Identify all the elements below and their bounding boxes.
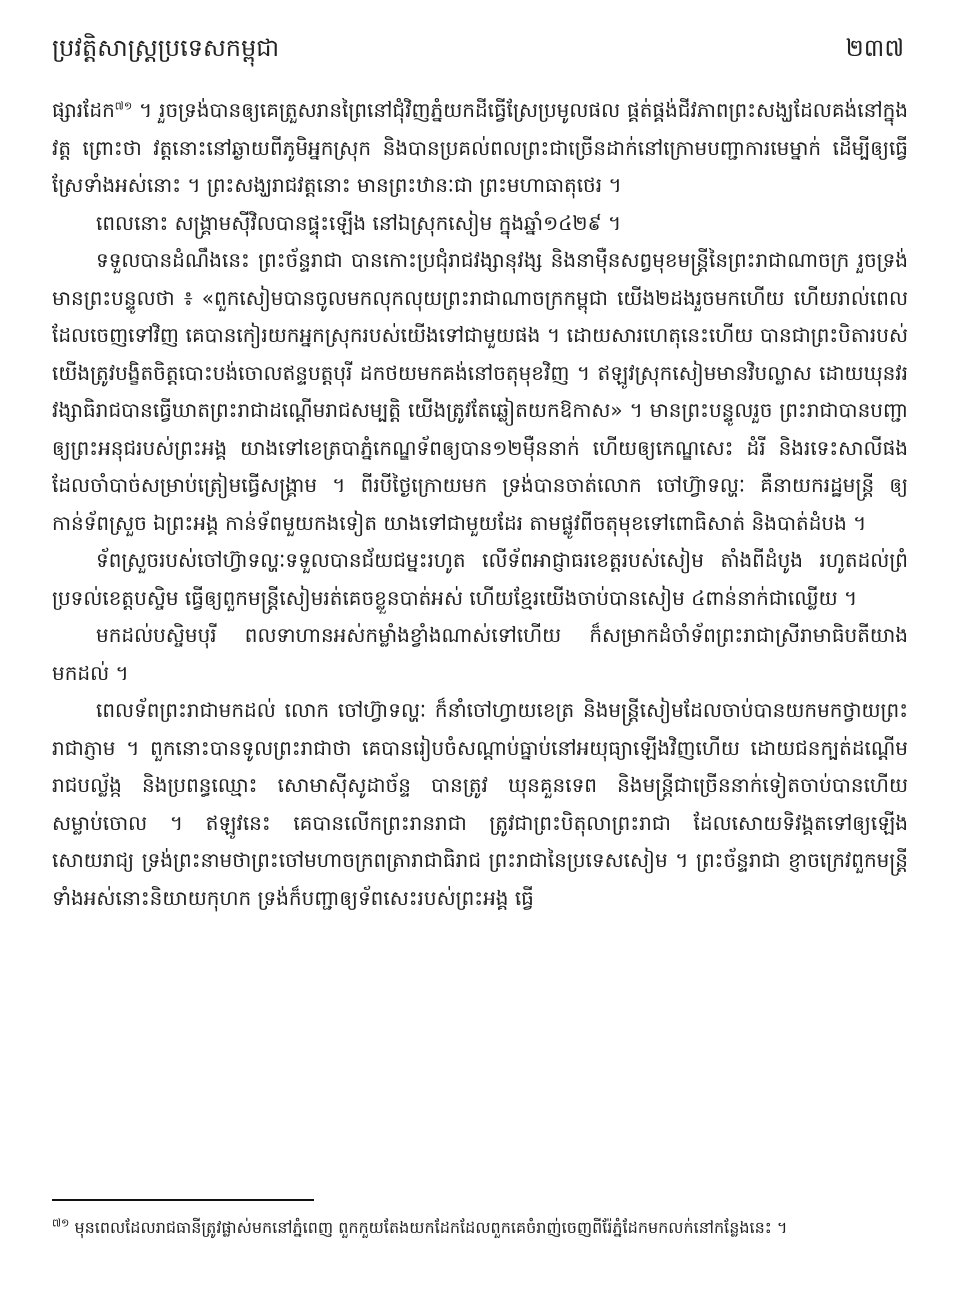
footnote-text: មុនពេលដែលរាជធានីត្រូវផ្លាស់មកនៅភ្នំពេញ ពួកកួយតែងយកដែកដែលពួកគេចំរាញ់ចេញពីរ៉ែភ្នំដែកមកលក់នៅកន្លែងនេះ ។: [69, 1218, 788, 1237]
paragraph: [52, 205, 908, 243]
page-number: ២៣៧: [845, 34, 904, 62]
paragraph-text: ។ រួចទ្រង់បានឲ្យគេត្រួសរានព្រៃនៅជុំវិញភ្នំយកដីធ្វើស្រែប្រមូលផល ផ្គត់ផ្គង់ជីវភាពព្រះសង្ឃដែលគង់នៅក្នុងវត្ត ព្រោះថា វត្តនោះនៅឆ្ងាយពីភូមិអ្នកស្រុក និងបានប្រគល់ពលព្រះជាច្រើនដាក់នៅក្រោមបញ្ជាការមេម្នាក់ ដើម្បីឲ្យធ្វើស្រែទាំងអស់នោះ ។ ព្រះសង្ឃរាជវត្តនោះ មានព្រះឋានៈជា ព្រះមហាធាតុថេរ ។: [52, 98, 908, 197]
footnote-reference: ៧១: [114, 99, 133, 113]
running-title: ប្រវត្តិសាស្ត្រប្រទេសកម្ពុជា: [52, 34, 280, 62]
paragraph: [52, 92, 908, 205]
paragraph: [52, 242, 908, 542]
footnote-marker: ៧១: [52, 1216, 70, 1230]
paragraph-text: ផ្សារដែក: [52, 98, 115, 122]
paragraph: [52, 692, 908, 917]
paragraph-text: ពេលទ័ពព្រះរាជាមកដល់ លោក ចៅហ៊្វាទល្ហៈ ក៏នាំចៅហ្វាយខេត្រ និងមន្ត្រីសៀមដែលចាប់បានយកមកថ្វាយព្រះរាជាភ្ញាម ។ ពួកនោះបានទូលព្រះរាជាថា គេបានរៀបចំសណ្តាប់ធ្នាប់នៅអយុធ្យាឡើងវិញហើយ ដោយជនក្បត់ដណ្តើមរាជបល្ល័ង្ក និងប្រពន្ធឈ្មោះ សោមាស៊ីសូដាច័ន្ទ បានត្រូវ ឃុនគួនទេព និងមន្ត្រីជាច្រើននាក់ទៀតចាប់បានហើយសម្លាប់ចោល ។ ឥឡូវនេះ គេបានលើកព្រះរានរាជា ត្រូវជាព្រះបិតុលាព្រះរាជា ដែលសោយទិវង្គតទៅឲ្យឡើងសោយរាជ្យ ទ្រង់ព្រះនាមថាព្រះចៅមហាចក្រពត្រារាជាធិរាជ ព្រះរាជានៃប្រទេសសៀម ។ ព្រះច័ន្ទរាជា ខ្ញាចក្រេវពួកមន្ត្រីទាំងអស់នោះនិយាយកុហក ទ្រង់ក៏បញ្ជាឲ្យទ័ពសេះរបស់ព្រះអង្គ ធ្វើ: [52, 698, 908, 910]
running-header: [52, 28, 904, 68]
paragraph-text: ទ័ពស្រួចរបស់ចៅហ៊្វាទល្ហៈទទួលបានជ័យជម្នះរហូត លើទ័ពអាជ្ញាធរខេត្តរបស់សៀម តាំងពីដំបូង រហូតដល់ព្រំប្រទល់ខេត្តបស្ចិម ធ្វើឲ្យពួកមន្ត្រីសៀមរត់គេចខ្លួនបាត់អស់ ហើយខ្មែរយើងចាប់បានសៀម ៤ពាន់នាក់ជាឈ្លើយ ។: [52, 548, 908, 610]
paragraph-text: មកដល់បស្ចិមបុរី ពលទាហានអស់កម្លាំងខ្វាំងណាស់ទៅហើយ ក៏សម្រាកដំចាំទ័ពព្រះរាជាស្រីរាមាធិបតីយាងមកដល់ ។: [52, 623, 908, 685]
paragraph: [52, 542, 908, 617]
paragraph: [52, 617, 908, 692]
paragraph-text: ពេលនោះ សង្គ្រាមស៊ីវិលបានផ្ទុះឡើង នៅឯស្រុកសៀម ក្នុងឆ្នាំ១៤២៩ ។: [96, 210, 622, 235]
footnote: [52, 1216, 908, 1240]
body-text: [52, 92, 908, 917]
footnote-separator: [52, 1199, 314, 1201]
paragraph-text: ទទួលបានដំណឹងនេះ ព្រះច័ន្ទរាជា បានកោះប្រជុំរាជវង្សានុវង្ស និងនាម៉ឺនសព្វមុខមន្ត្រីនៃព្រះរាជាណាចក្រ រួចទ្រង់មានព្រះបន្ទូលថា ៖ «ពួកសៀមបានចូលមកលុកលុយព្រះរាជាណាចក្រកម្ពុជា យើង២ដងរួចមកហើយ ហើយរាល់ពេលដែលចេញទៅវិញ គេបានកៀរយកអ្នកស្រុករបស់យើងទៅជាមួយផង ។ ដោយសារហេតុនេះហើយ បានជាព្រះបិតារបស់យើងត្រូវបង្ខិតចិត្តបោះបង់ចោលឥន្ទបត្តបុរី ដកថយមកគង់នៅចតុមុខវិញ ។ ឥឡូវស្រុកសៀមមានវិបល្លាស ដោយឃុនវរវង្សាធិរាជបានធ្វើឃាតព្រះរាជាដណ្តើមរាជសម្បត្តិ យើងត្រូវតែឆ្លៀតយកឱកាស» ។ មានព្រះបន្ទូលរួច ព្រះរាជាបានបញ្ជាឲ្យព្រះអនុជរបស់ព្រះអង្គ យាងទៅខេត្របាភ្នំកេណ្ឌទ័ពឲ្យបាន១២ម៉ឺននាក់ ហើយឲ្យកេណ្ឌសេះ ដំរី និងរទេះសាលីផង ដែលចាំបាច់សម្រាប់ត្រៀមធ្វើសង្គ្រាម ។ ពីរបីថ្ងៃក្រោយមក ទ្រង់បានចាត់លោក ចៅហ៊្វាទល្ហៈ គឺនាយករដ្ឋមន្ត្រី ឲ្យកាន់ទ័ពស្រួច ឯព្រះអង្គ កាន់ទ័ពមួយកងទៀត យាងទៅជាមួយដែរ តាមផ្លូវពីចតុមុខទៅពោធិសាត់ និងបាត់ដំបង ។: [52, 248, 908, 535]
